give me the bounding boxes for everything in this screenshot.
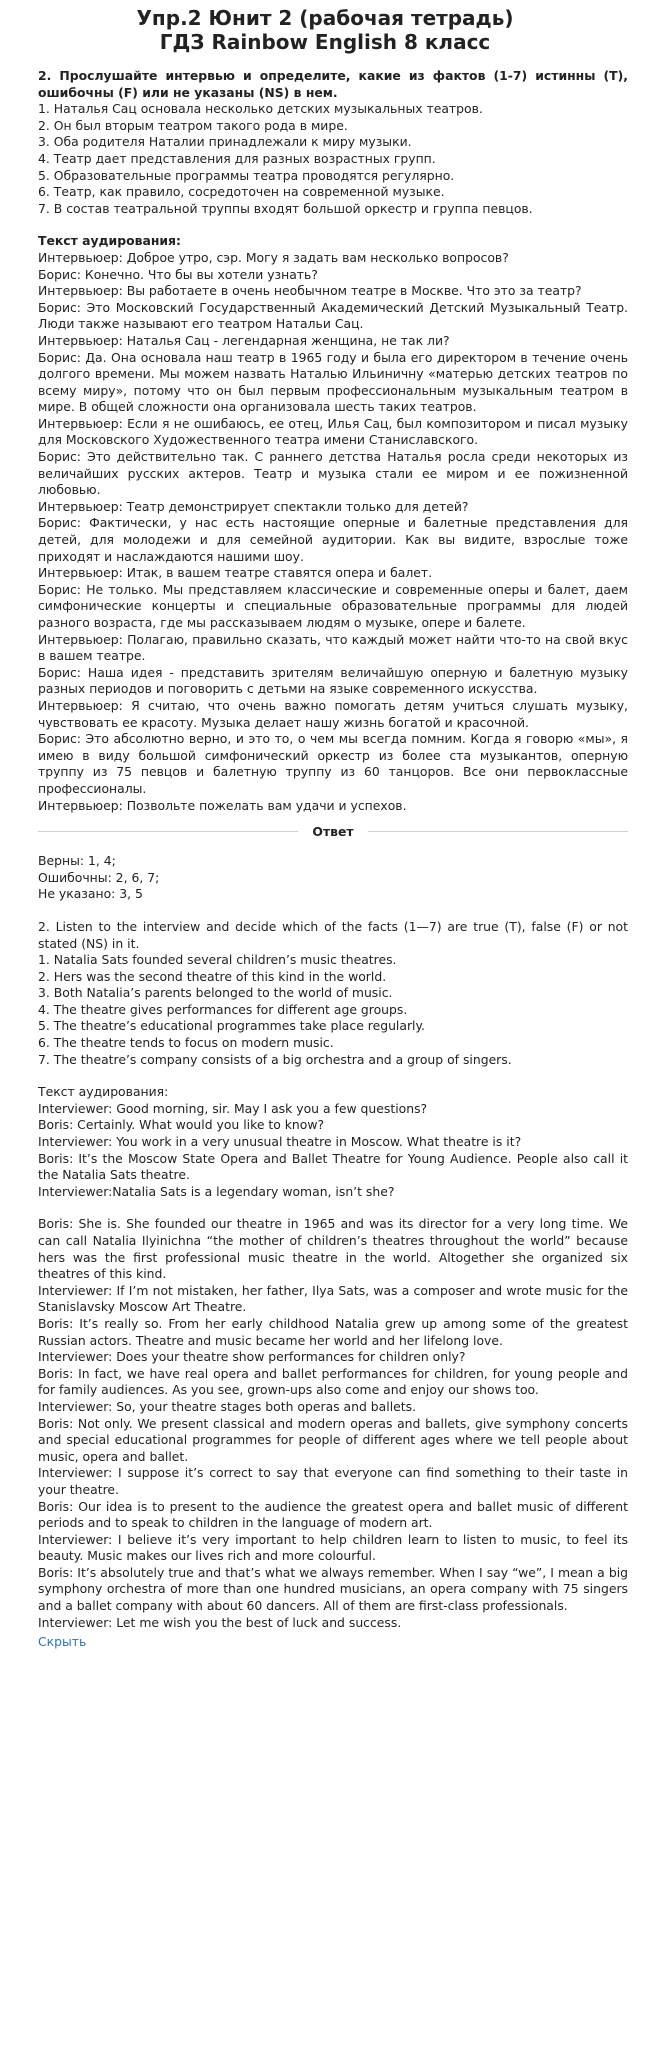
transcript-line: Boris: Certainly. What would you like to know? [38,1117,325,1133]
transcript-line: Interviewer: So, your theatre stages both operas and ballets. [38,1398,417,1414]
transcript-line: Интервьюер: Вы работаете в очень необычном театре в Москве. Что это за театр? [38,283,582,299]
hide-link[interactable]: Скрыть [38,1634,87,1650]
transcript-line: Interviewer: If I’m not mistaken, her father, Ilya Sats, was a composer and wrote music for the Stanislavsky Moscow Art Theatre. [38,1282,628,1315]
transcript-line: Interviewer: Good morning, sir. May I ask you a few questions? [38,1100,428,1116]
transcript-line: Интервьюер: Я считаю, что очень важно помогать детям учиться слушать музыку, чувствовать ее красоту. Музыка делает нашу жизнь богатой и красочной. [38,697,628,730]
fact-en: 7. The theatre’s company consists of a big orchestra and a group of singers. [38,1051,512,1067]
transcript-line: Boris: It’s really so. From her early childhood Natalia grew up among some of the greatest Russian actors. Theatre and music became her world and her lifelong love. [38,1315,628,1348]
transcript-line: Борис: Это Московский Государственный Академический Детский Музыкальный Театр. Люди также называют его театром Натальи Сац. [38,299,628,332]
transcript-line: Boris: She is. She founded our theatre in 1965 and was its director for a very long time. We can call Natalia Ilyinichna “the mother of children’s theatres throughout the world” because hers was the first professional music theatre in the world. Altogether she organized six theatres of this kind. [38,1216,628,1282]
transcript-line: Борис: Наша идея - представить зрителям величайшую оперную и балетную музыку разных периодов и поговорить с детьми на языке современного искусства. [38,664,628,697]
answer-true: Верны: 1, 4; [38,853,116,869]
fact-ru: 4. Театр дает представления для разных возрастных групп. [38,150,436,166]
fact-ru: 2. Он был вторым театром такого рода в мире. [38,117,348,133]
fact-ru: 1. Наталья Сац основала несколько детских музыкальных театров. [38,101,483,117]
transcript-line: Interviewer: I believe it’s very important to help children learn to listen to music, to feel its beauty. Music makes our lives rich and more colourful. [38,1531,628,1564]
transcript-line: Борис: Фактически, у нас есть настоящие оперные и балетные представления для детей, для молодежи и для семейной аудитории. Как вы видите, взрослые тоже приходят и наслаждаются нашими шоу. [38,515,628,564]
fact-en: 1. Natalia Sats founded several children’s music theatres. [38,952,397,968]
transcript-line: Борис: Это действительно так. С раннего детства Наталья росла среди некоторых из величайших русских актеров. Театр и музыка стали ее миром и ее пожизненной любовью. [38,449,628,498]
transcript-line: Интервьюер: Доброе утро, сэр. Могу я задать вам несколько вопросов? [38,249,509,265]
transcript-line: Boris: Our idea is to present to the audience the greatest opera and ballet music of different periods and to speak to children in the language of modern art. [38,1498,628,1531]
transcript-line: Борис: Да. Она основала наш театр в 1965 году и была его директором в течение очень долгого времени. Мы можем назвать Наталью Ильиничну «матерью детских театров по всему миру», потому что он был первым профессиональным музыкальным театром в мире. В общей сложности она организовала шесть таких театров. [38,349,628,415]
transcript-line: Interviewer: Does your theatre show performances for children only? [38,1349,466,1365]
fact-en: 2. Hers was the second theatre of this kind in the world. [38,968,387,984]
transcript-line: Интервьюер: Если я не ошибаюсь, ее отец, Илья Сац, был композитором и писал музыку для Московского Художественного театра имени Станиславского. [38,415,628,448]
transcript-line: Интервьюер: Полагаю, правильно сказать, что каждый может найти что-то на свой вкус в вашем театре. [38,631,628,664]
content [0,68,650,1651]
divider-line-left [38,831,298,832]
transcript-ru [38,250,628,814]
fact-ru: 3. Оба родителя Наталии принадлежали к миру музыки. [38,134,412,150]
answer-divider [38,824,628,839]
task-en-facts [38,952,628,1068]
transcript-en-heading: Текст аудирования: [38,1084,169,1100]
transcript-line: Interviewer: You work in a very unusual theatre in Moscow. What theatre is it? [38,1134,522,1150]
transcript-line: Interviewer:Natalia Sats is a legendary woman, isn’t she? [38,1183,395,1199]
transcript-en-part-a [38,1101,628,1201]
task-en-instruction: 2. Listen to the interview and decide which of the facts (1—7) are true (T), false (F) or not stated (NS) in it. [38,918,628,951]
fact-en: 4. The theatre gives performances for different age groups. [38,1001,408,1017]
transcript-line: Борис: Конечно. Что бы вы хотели узнать? [38,266,318,282]
page-title [0,6,650,54]
transcript-line: Интервьюер: Наталья Сац - легендарная женщина, не так ли? [38,332,450,348]
transcript-en-part-b [38,1216,628,1631]
title-line-1: Упр.2 Юнит 2 (рабочая тетрадь) [136,6,514,30]
transcript-line: Boris: It’s absolutely true and that’s what we always remember. When I say “we”, I mean a big symphony orchestra of more than one hundred musicians, an opera company with 75 singers and a ballet company with about 60 dancers. All of them are first-class professionals. [38,1564,628,1614]
transcript-line: Интервьюер: Позвольте пожелать вам удачи и успехов. [38,797,407,813]
transcript-line: Интервьюер: Итак, в вашем театре ставятся опера и балет. [38,565,433,581]
fact-ru: 7. В состав театральной труппы входят большой оркестр и группа певцов. [38,200,533,216]
title-line-2: ГДЗ Rainbow English 8 класс [159,30,491,54]
answer-block [38,853,628,903]
answer-heading: Ответ [312,824,354,840]
transcript-line: Boris: Not only. We present classical and modern operas and ballets, give symphony concerts and special educational programmes for people of different ages where we tell people about music, opera and ballet. [38,1415,628,1464]
transcript-line: Interviewer: I suppose it’s correct to say that everyone can find something to their taste in your theatre. [38,1465,628,1497]
transcript-line: Boris: It’s the Moscow State Opera and Ballet Theatre for Young Audience. People also call it the Natalia Sats theatre. [38,1150,628,1183]
fact-en: 5. The theatre’s educational programmes take place regularly. [38,1018,425,1034]
fact-ru: 6. Театр, как правило, сосредоточен на современной музыке. [38,184,445,200]
fact-ru: 5. Образовательные программы театра проводятся регулярно. [38,167,455,183]
transcript-line: Борис: Это абсолютно верно, и это то, о чем мы всегда помним. Когда я говорю «мы», я имею в виду большой симфонический оркестр из более ста музыкантов, оперную труппу из 75 певцов и балетную труппу из 60 танцоров. Все они первоклассные профессионалы. [38,731,628,796]
transcript-line: Борис: Не только. Мы представляем классические и современные оперы и балет, даем симфонические концерты и специальные образовательные программы для людей разного возраста, где мы рассказываем людям о музыке, опере и балете. [38,581,628,630]
task-ru-facts [38,101,628,217]
divider-line-right [368,831,628,832]
answer-not-stated: Не указано: 3, 5 [38,886,143,902]
transcript-line: Boris: In fact, we have real opera and ballet performances for children, for young people and for family audiences. As you see, grown-ups also come and enjoy our shows too. [38,1365,628,1398]
transcript-line: Интервьюер: Театр демонстрирует спектакли только для детей? [38,498,469,514]
transcript-line: Interviewer: Let me wish you the best of luck and success. [38,1614,402,1630]
answer-false: Ошибочны: 2, 6, 7; [38,869,160,885]
task-ru-instruction: 2. Прослушайте интервью и определите, какие из фактов (1-7) истинны (T), ошибочны (F) или не указаны (NS) в нем. [38,68,628,100]
fact-en: 3. Both Natalia’s parents belonged to the world of music. [38,985,393,1001]
transcript-ru-heading: Текст аудирования: [38,233,181,249]
fact-en: 6. The theatre tends to focus on modern music. [38,1035,334,1051]
